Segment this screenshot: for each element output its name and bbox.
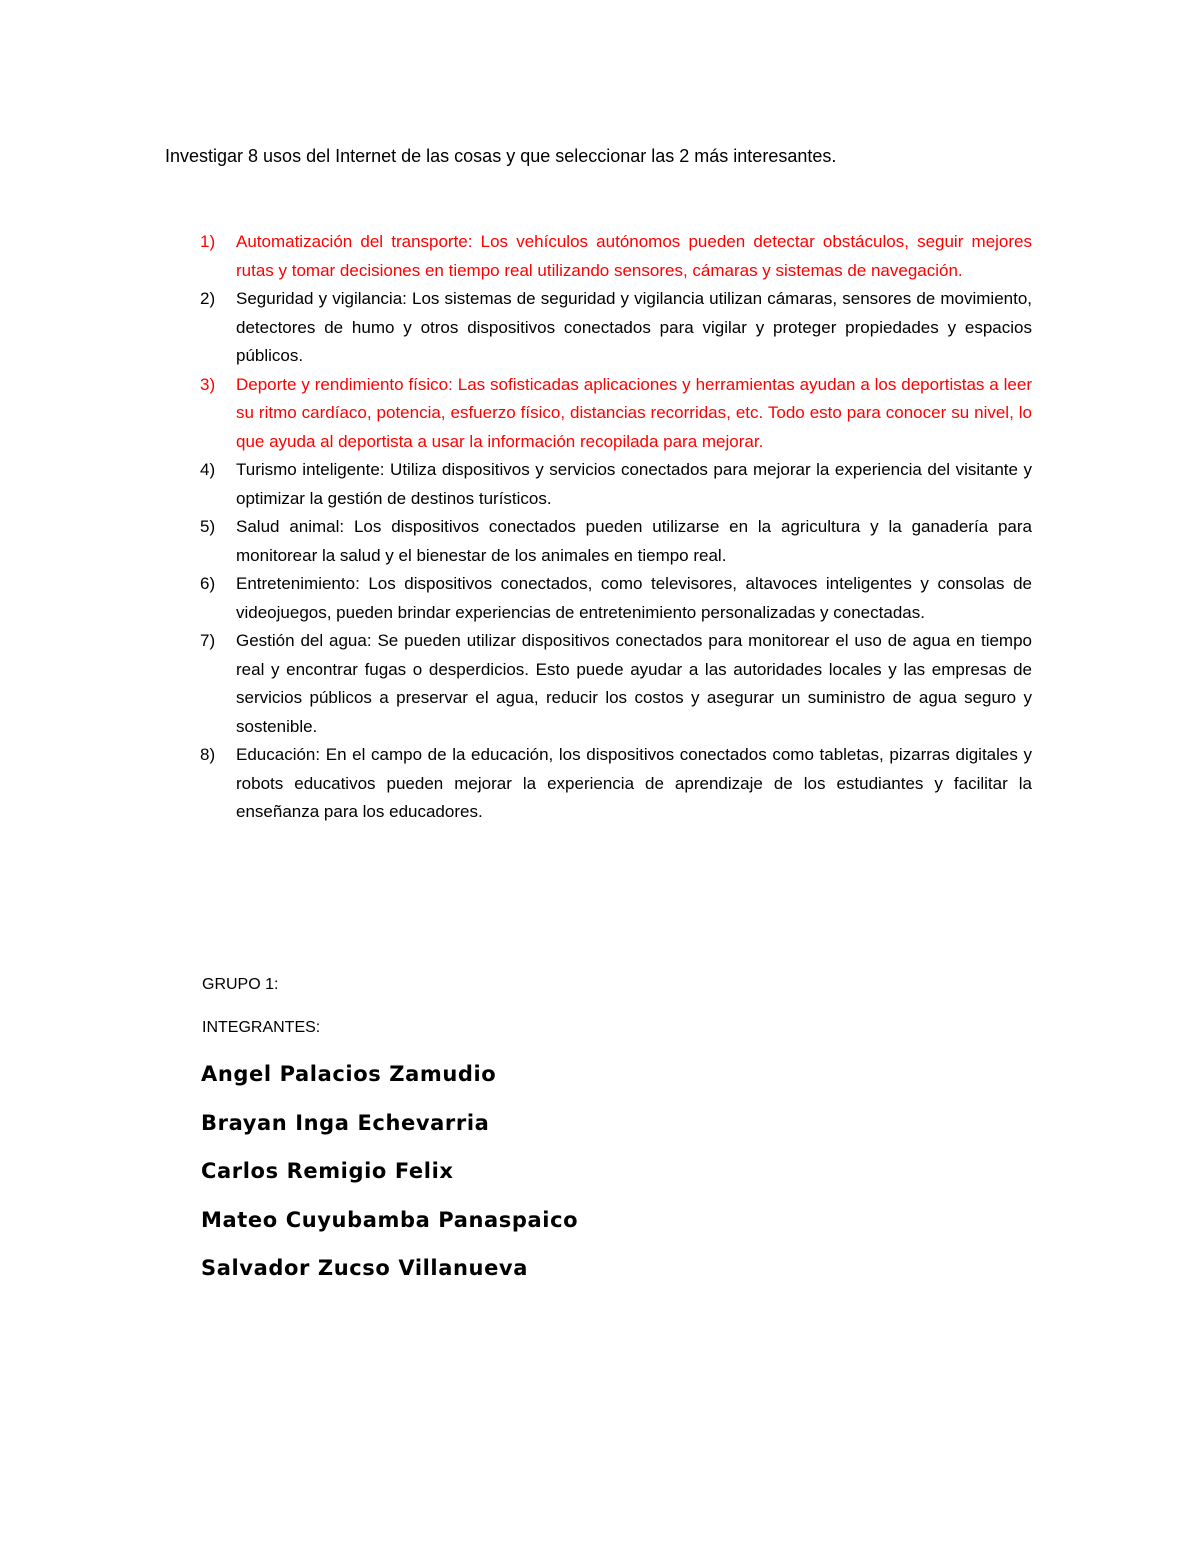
- members-label: INTEGRANTES:: [202, 1019, 321, 1036]
- iot-uses-list: [200, 228, 1032, 827]
- member-name: Angel Palacios Zamudio: [201, 1062, 497, 1086]
- list-item-number: 2): [200, 289, 216, 308]
- list-item-number: 8): [200, 745, 216, 764]
- list-item-number: 3): [200, 374, 216, 394]
- list-item-text: Educación: En el campo de la educación, los dispositivos conectados como tabletas, pizarras digitales y robots educativos pueden mejorar la experiencia de aprendizaje de los estudiantes y facilitar la enseñanza para los educadores.: [236, 745, 1032, 821]
- group-label: GRUPO 1:: [202, 976, 279, 993]
- list-item-text: Seguridad y vigilancia: Los sistemas de seguridad y vigilancia utilizan cámaras, sensores de movimiento, detectores de humo y otros dispositivos conectados para vigilar y proteger propiedades y espacios públicos.: [236, 289, 1032, 365]
- list-item: [200, 285, 1032, 371]
- list-item-text: Entretenimiento: Los dispositivos conectados, como televisores, altavoces inteligentes y consolas de videojuegos, pueden brindar experiencias de entretenimiento personalizadas y conectadas.: [236, 574, 1032, 622]
- list-item-number: 1): [200, 232, 216, 251]
- list-item: [200, 741, 1032, 827]
- member-name: Brayan Inga Echevarria: [201, 1110, 490, 1135]
- list-item-text: Turismo inteligente: Utiliza dispositivos y servicios conectados para mejorar la experiencia del visitante y optimizar la gestión de destinos turísticos.: [236, 460, 1032, 508]
- list-item: [200, 371, 1032, 457]
- list-item-text: Automatización del transporte: Los vehículos autónomos pueden detectar obstáculos, seguir mejores rutas y tomar decisiones en tiempo real utilizando sensores, cámaras y sistemas de navegación.: [236, 232, 1032, 280]
- member-name: Carlos Remigio Felix: [201, 1159, 454, 1183]
- list-item-number: 6): [200, 574, 216, 593]
- list-item-number: 7): [200, 631, 216, 650]
- list-item-text: Salud animal: Los dispositivos conectados pueden utilizarse en la agricultura y la ganadería para monitorear la salud y el bienestar de los animales en tiempo real.: [236, 517, 1032, 565]
- list-item: [200, 456, 1032, 513]
- intro-text: Investigar 8 usos del Internet de las cosas y que seleccionar las 2 más interesantes.: [165, 146, 837, 166]
- list-item-number: 5): [200, 517, 216, 536]
- members-list: [201, 1056, 578, 1299]
- list-item-text: Deporte y rendimiento físico: Las sofisticadas aplicaciones y herramientas ayudan a los deportistas a leer su ritmo cardíaco, potencia, esfuerzo físico, distancias recorridas, etc. Todo esto para conocer su nivel, lo que ayuda al deportista a usar la información recopilada para mejorar.: [236, 374, 1032, 451]
- list-item: [200, 228, 1032, 285]
- member-name: Mateo Cuyubamba Panaspaico: [201, 1207, 579, 1232]
- member-name: Salvador Zucso Villanueva: [201, 1256, 528, 1280]
- list-item: [200, 513, 1032, 570]
- list-item-number: 4): [200, 460, 216, 479]
- list-item: [200, 627, 1032, 741]
- list-item: [200, 570, 1032, 627]
- list-item-text: Gestión del agua: Se pueden utilizar dispositivos conectados para monitorear el uso de agua en tiempo real y encontrar fugas o desperdicios. Esto puede ayudar a las autoridades locales y las empresas de servicios públicos a preservar el agua, reducir los costos y asegurar un suministro de agua seguro y sostenible.: [236, 631, 1032, 736]
